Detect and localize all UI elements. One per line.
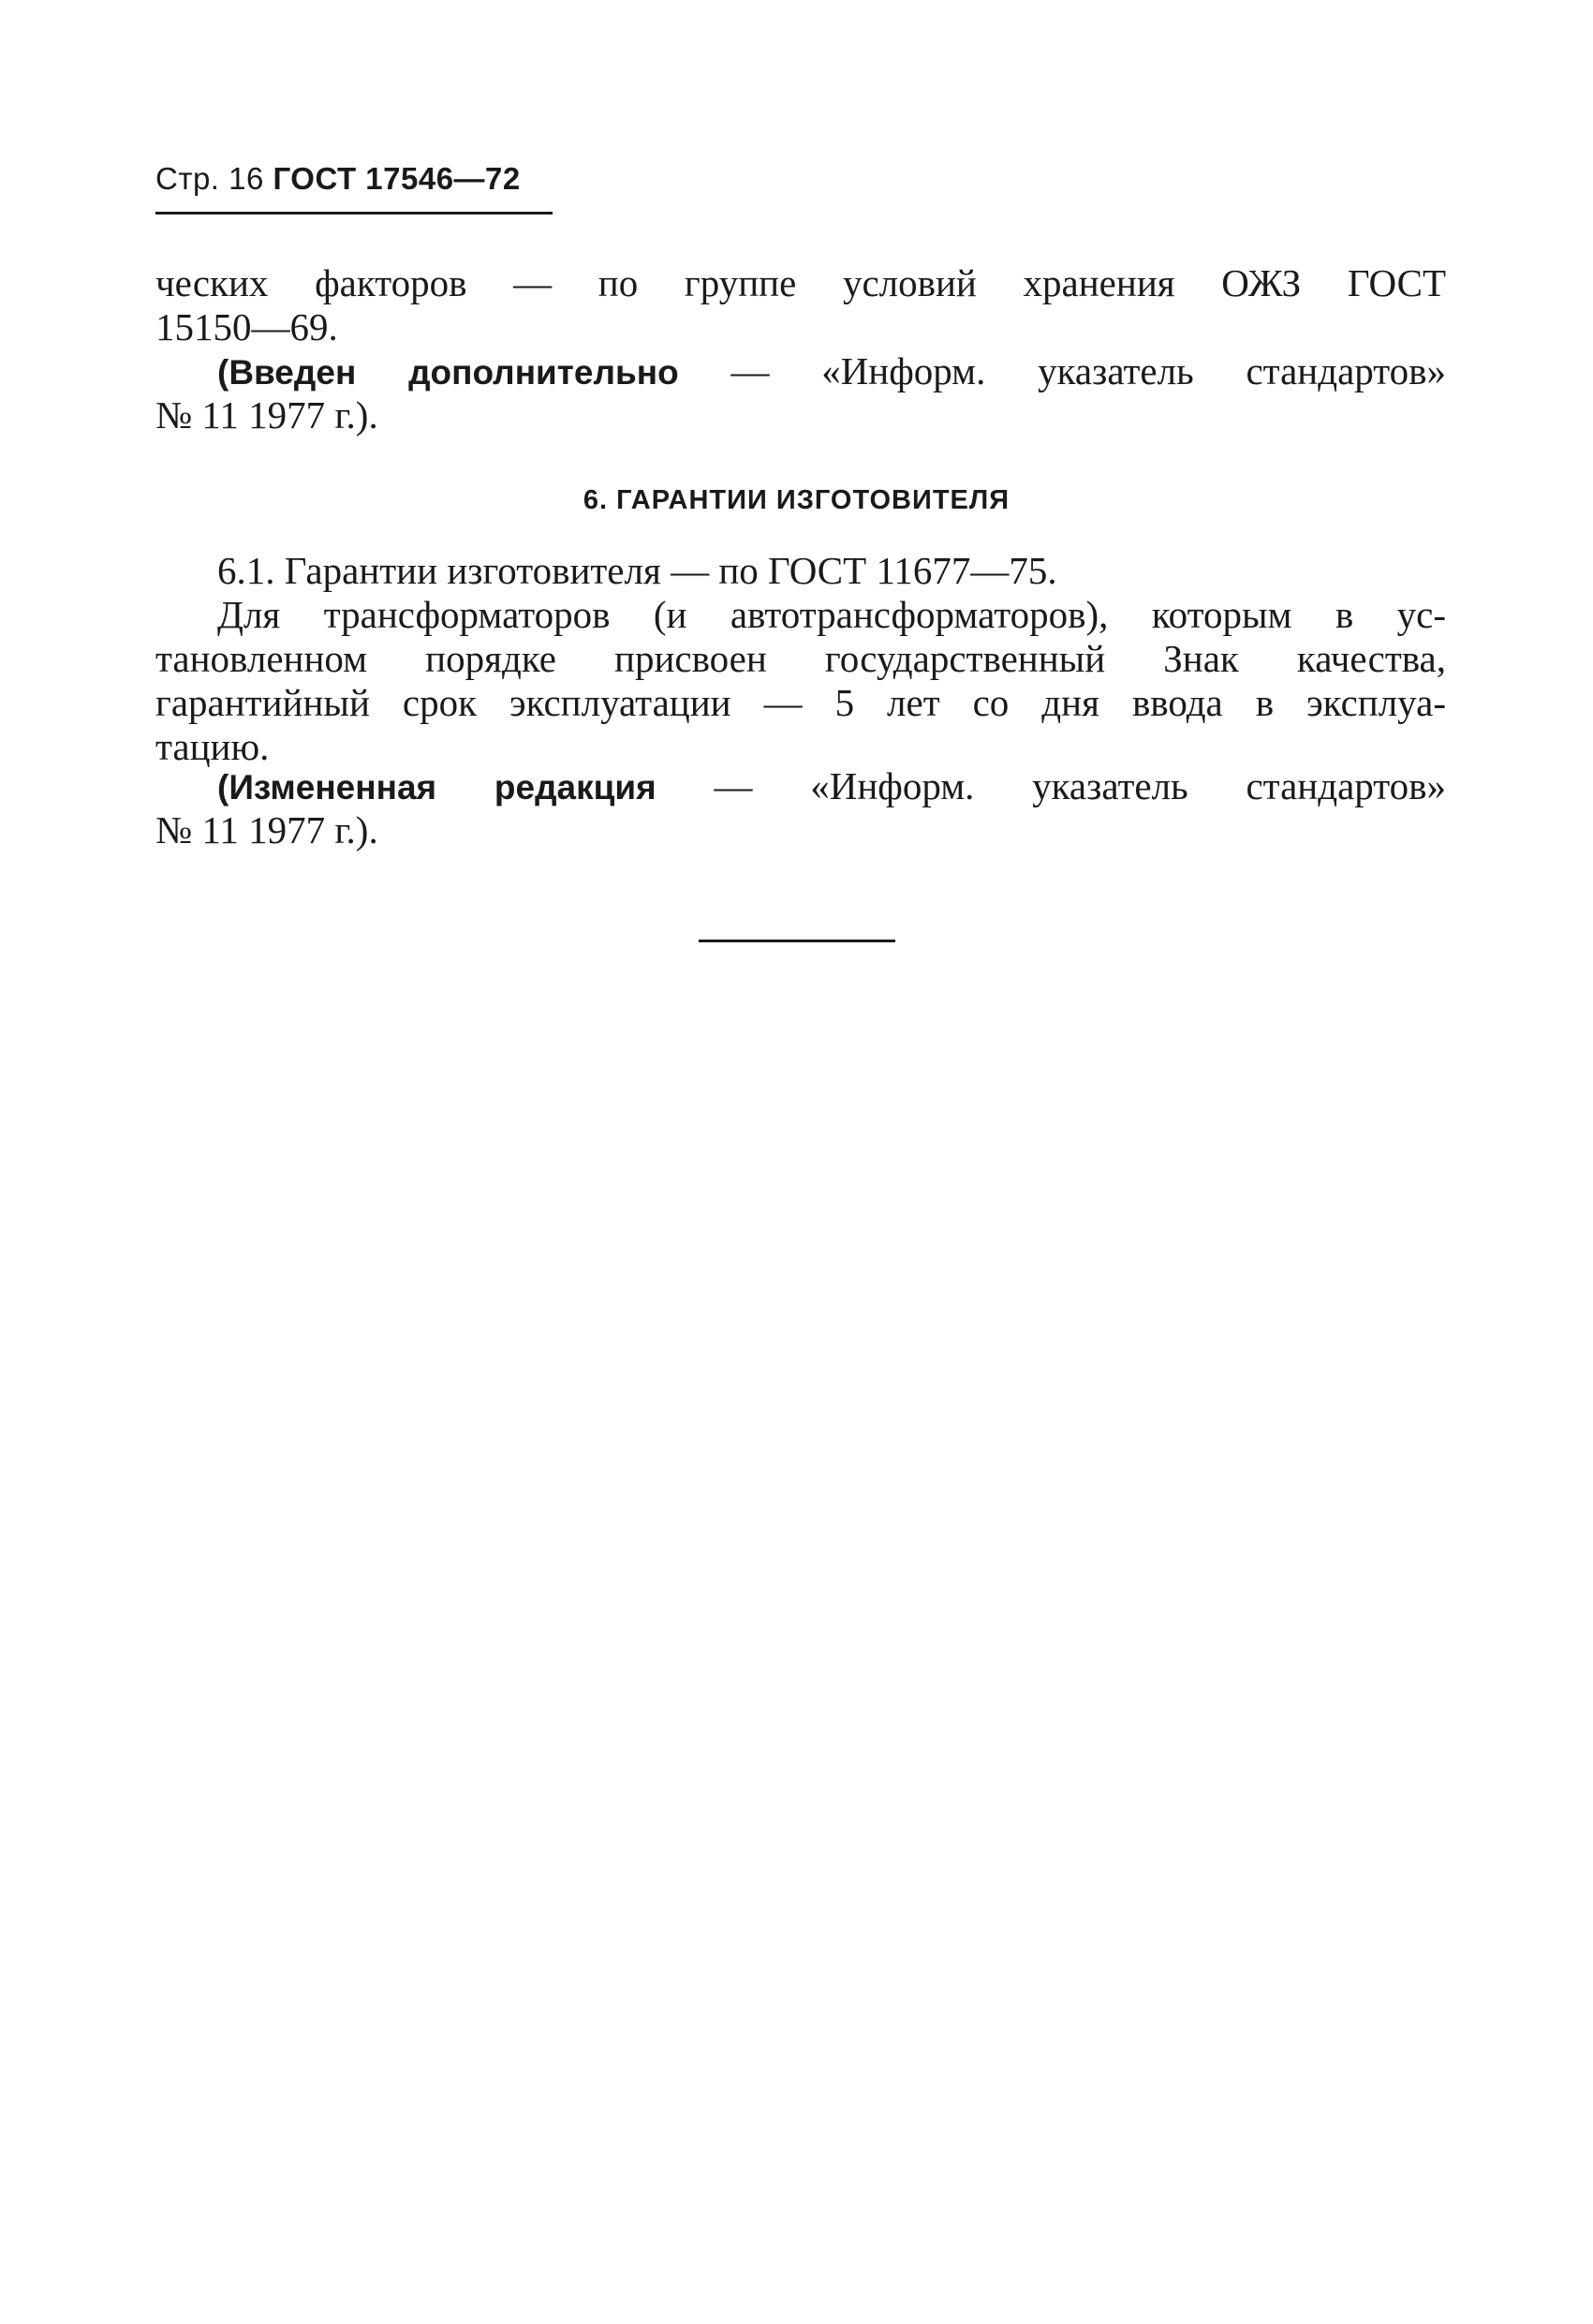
end-rule bbox=[699, 940, 895, 942]
page-number: Стр. 16 bbox=[155, 161, 264, 196]
amendment-note-2-bold: (Измененная редакция bbox=[217, 768, 656, 807]
clause-6-1-para-line1: Для трансформаторов (и автотрансформаторов), которым в ус- bbox=[217, 593, 1446, 636]
amendment-note-1-line2: № 11 1977 г.). bbox=[155, 393, 378, 437]
clause-6-1: 6.1. Гарантии изготовителя — по ГОСТ 11677—75. bbox=[217, 549, 1057, 592]
clause-6-1-para-line2: тановленном порядке присвоен государственный Знак качества, bbox=[155, 637, 1446, 680]
amendment-note-1 bbox=[155, 349, 1446, 394]
clause-6-1-para-line4: тацию. bbox=[155, 725, 270, 768]
section-heading: 6. ГАРАНТИИ ИЗГОТОВИТЕЛЯ bbox=[583, 485, 1010, 515]
section5-tail-line2: 15150—69. bbox=[155, 305, 338, 348]
amendment-note-2 bbox=[155, 764, 1446, 809]
amendment-note-1-bold: (Введен дополнительно bbox=[217, 353, 679, 392]
clause-6-1-para-line3: гарантийный срок эксплуатации — 5 лет со дня ввода в эксплуа- bbox=[155, 681, 1446, 724]
page-header bbox=[155, 161, 521, 197]
header-rule bbox=[155, 212, 553, 215]
amendment-note-1-rest: — «Информ. указатель стандартов» bbox=[678, 349, 1446, 392]
amendment-note-2-rest: — «Информ. указатель стандартов» bbox=[656, 764, 1446, 807]
standard-number: ГОСТ 17546—72 bbox=[273, 161, 521, 196]
amendment-note-2-line2: № 11 1977 г.). bbox=[155, 808, 378, 851]
section5-tail-line1: ческих факторов — по группе условий хранения ОЖЗ ГОСТ bbox=[155, 261, 1446, 304]
